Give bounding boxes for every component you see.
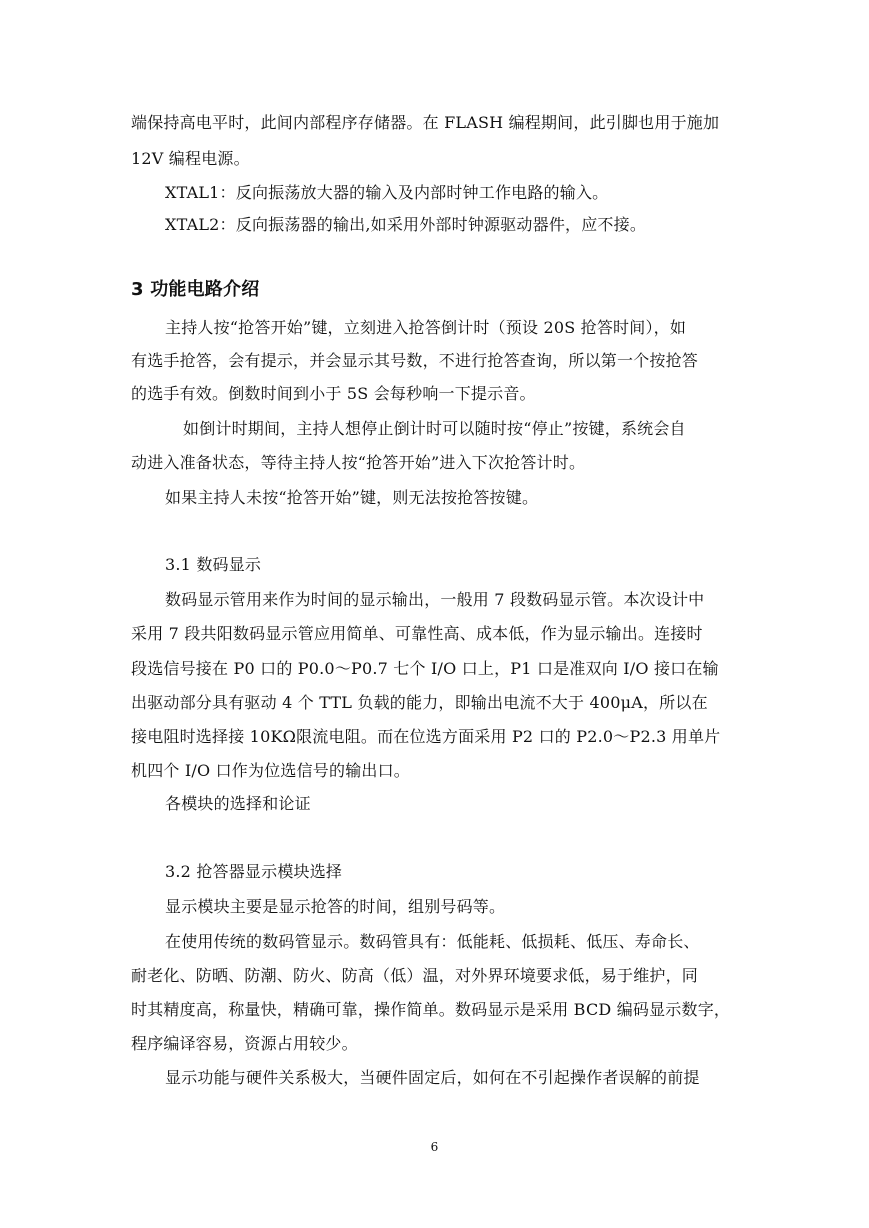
- paragraph-line: 有选手抢答，会有提示，并会显示其号数，不进行抢答查询，所以第一个按抢答: [131, 351, 699, 370]
- subsection-heading: 3.2 抢答器显示模块选择: [165, 862, 343, 881]
- paragraph-line: 段选信号接在 P0 口的 P0.0～P0.7 七个 I/O 口上，P1 口是准双向 I/O 接口在输: [131, 659, 719, 678]
- paragraph-line: 接电阻时选择接 10KΩ限流电阻。而在位选方面采用 P2 口的 P2.0～P2.3 用单片: [131, 727, 721, 746]
- paragraph-line: 出驱动部分具有驱动 4 个 TTL 负载的能力，即输出电流不大于 400μA，所以在: [131, 693, 708, 712]
- paragraph-line: XTAL2：反向振荡器的输出,如采用外部时钟源驱动器件，应不接。: [165, 215, 647, 234]
- paragraph-line: 显示模块主要是显示抢答的时间，组别号码等。: [165, 897, 506, 916]
- paragraph-line: 机四个 I/O 口作为位选信号的输出口。: [131, 761, 411, 780]
- paragraph-line: 动进入准备状态，等待主持人按“抢答开始”进入下次抢答计时。: [131, 453, 586, 472]
- paragraph-line: 时其精度高，称量快，精确可靠，操作简单。数码显示是采用 BCD 编码显示数字，: [131, 1000, 731, 1019]
- paragraph-line: 的选手有效。倒数时间到小于 5S 会每秒响一下提示音。: [131, 384, 536, 403]
- section-heading: 3 功能电路介绍: [131, 279, 260, 300]
- paragraph-line: 端保持高电平时，此间内部程序存储器。在 FLASH 编程期间，此引脚也用于施加: [131, 113, 720, 132]
- paragraph-line: 采用 7 段共阳数码显示管应用简单、可靠性高、成本低，作为显示输出。连接时: [131, 624, 703, 643]
- paragraph-line: 12V 编程电源。: [131, 149, 250, 168]
- subsection-heading: 3.1 数码显示: [165, 555, 262, 574]
- page-number: 6: [430, 1140, 439, 1154]
- paragraph-line: 主持人按“抢答开始”键，立刻进入抢答倒计时（预设 20S 抢答时间），如: [165, 318, 687, 337]
- paragraph-line: 显示功能与硬件关系极大，当硬件固定后，如何在不引起操作者误解的前提: [165, 1068, 700, 1087]
- paragraph-line: 程序编译容易，资源占用较少。: [131, 1034, 358, 1053]
- paragraph-line: XTAL1：反向振荡放大器的输入及内部时钟工作电路的输入。: [165, 183, 609, 202]
- paragraph-line: 耐老化、防晒、防潮、防火、防高（低）温，对外界环境要求低，易于维护，同: [131, 966, 699, 985]
- paragraph-line: 如果主持人未按“抢答开始”键，则无法按抢答按键。: [165, 488, 539, 507]
- paragraph-line: 在使用传统的数码管显示。数码管具有：低能耗、低损耗、低压、寿命长、: [165, 932, 700, 951]
- paragraph-line: 数码显示管用来作为时间的显示输出，一般用 7 段数码显示管。本次设计中: [165, 590, 705, 609]
- paragraph-line: 各模块的选择和论证: [165, 794, 311, 813]
- paragraph-line: 如倒计时期间，主持人想停止倒计时可以随时按“停止”按键，系统会自: [183, 419, 686, 438]
